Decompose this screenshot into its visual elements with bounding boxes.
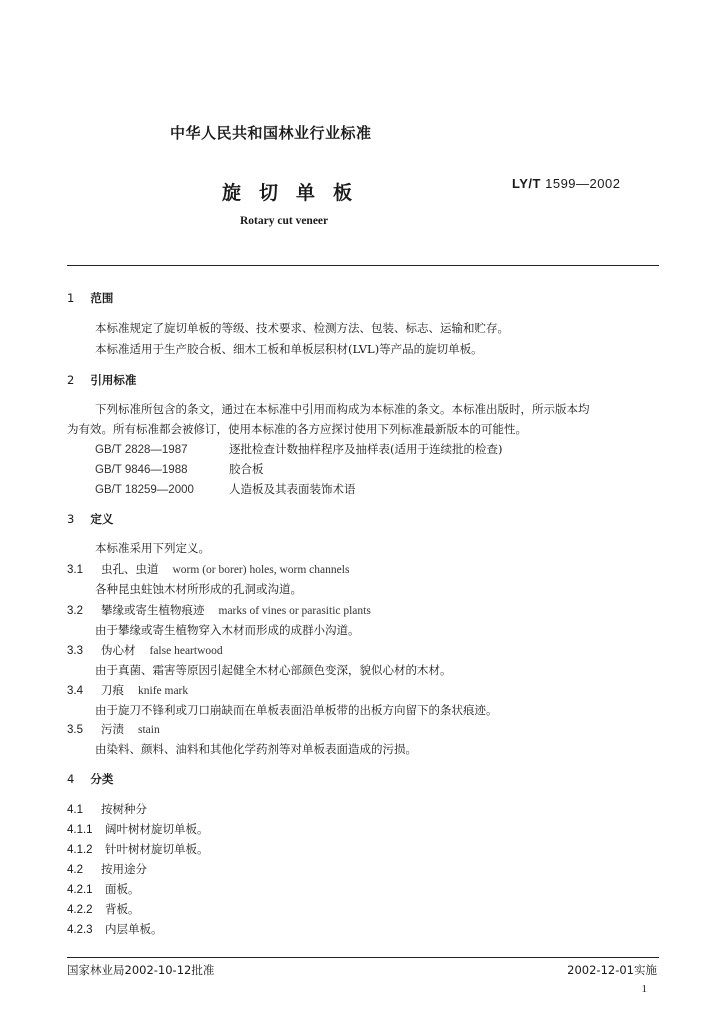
term-cn: 污渍 xyxy=(101,722,124,736)
standard-prefix: LY/T xyxy=(512,176,541,191)
clause-number: 4.1 xyxy=(67,804,83,816)
reference-title: 逐批检查计数抽样程序及抽样表(适用于连续批的检查) xyxy=(229,442,503,456)
section-title: 分类 xyxy=(90,772,114,786)
document-subtitle-english: Rotary cut veneer xyxy=(240,215,329,227)
page-number: 1 xyxy=(641,983,647,995)
paragraph: 本标准采用下列定义。 xyxy=(95,541,210,555)
definition-text: 由于攀缘或寄生植物穿入木材而形成的成群小沟道。 xyxy=(95,623,360,637)
clause-number: 3.1 xyxy=(67,564,83,576)
term-cn: 攀缘或寄生植物痕迹 xyxy=(101,603,205,617)
document-title: 旋切单板 xyxy=(222,182,371,204)
clause-number: 4.2.1 xyxy=(67,884,93,896)
section-heading xyxy=(67,512,113,526)
term-en: knife mark xyxy=(138,685,189,697)
clause-number: 3.5 xyxy=(67,724,83,736)
clause-number: 3.4 xyxy=(67,685,83,697)
term-en: stain xyxy=(138,724,160,736)
reference-title: 人造板及其表面装饰术语 xyxy=(229,482,356,496)
clause-text: 针叶树材旋切单板。 xyxy=(105,842,209,856)
standard-number: 1599 xyxy=(545,176,577,191)
standard-year: 2002 xyxy=(589,176,621,191)
classification-item xyxy=(67,842,209,857)
definition-text: 由于旋刀不锋利或刀口崩缺而在单板表面沿单板带的出板方向留下的条状痕迹。 xyxy=(95,703,498,717)
section-number: 3 xyxy=(67,512,75,526)
definition-text: 由染料、颜料、油料和其他化学药剂等对单板表面造成的污损。 xyxy=(95,742,417,756)
reference-item xyxy=(95,442,502,457)
reference-code: GB/T 18259—2000 xyxy=(95,484,194,496)
classification-item xyxy=(67,882,140,897)
effective-date: 2002-12-01实施 xyxy=(567,963,657,977)
definition-text: 各种昆虫蛀蚀木材所形成的孔洞或沟道。 xyxy=(95,582,302,596)
classification-item xyxy=(67,822,209,837)
term-cn: 虫孔、虫道 xyxy=(101,562,159,576)
section-heading xyxy=(67,291,113,305)
footer-divider xyxy=(67,957,659,958)
clause-text: 按用途分 xyxy=(101,862,147,876)
approval-date: 国家林业局2002-10-12批准 xyxy=(67,963,215,977)
term-cn: 刀痕 xyxy=(101,683,124,697)
clause-number: 3.2 xyxy=(67,605,83,617)
definition-term xyxy=(67,562,349,577)
term-en: false heartwood xyxy=(149,645,223,657)
section-number: 4 xyxy=(67,772,75,786)
definition-term xyxy=(67,603,371,618)
term-cn: 伪心材 xyxy=(101,643,136,657)
clause-number: 4.2 xyxy=(67,864,83,876)
term-en: worm (or borer) holes, worm channels xyxy=(172,564,350,576)
section-heading xyxy=(67,772,113,786)
reference-code: GB/T 2828—1987 xyxy=(95,444,188,456)
classification-item xyxy=(67,902,140,917)
reference-item xyxy=(95,482,356,497)
reference-item xyxy=(95,462,264,477)
section-number: 1 xyxy=(67,291,75,305)
definition-term xyxy=(67,643,223,658)
reference-code: GB/T 9846—1988 xyxy=(95,464,188,476)
clause-number: 3.3 xyxy=(67,645,83,657)
section-title: 范围 xyxy=(90,291,114,305)
paragraph: 本标准适用于生产胶合板、细木工板和单板层积材(LVL)等产品的旋切单板。 xyxy=(95,342,483,356)
clause-text: 阔叶树材旋切单板。 xyxy=(105,822,209,836)
section-title: 引用标准 xyxy=(90,373,137,387)
classification-item xyxy=(67,862,147,877)
clause-text: 背板。 xyxy=(105,902,140,916)
clause-number: 4.2.3 xyxy=(67,924,93,936)
term-en: marks of vines or parasitic plants xyxy=(218,605,371,617)
paragraph: 本标准规定了旋切单板的等级、技术要求、检测方法、包装、标志、运输和贮存。 xyxy=(95,321,509,335)
definition-text: 由于真菌、霜害等原因引起健全木材心部颜色变深，貌似心材的木材。 xyxy=(95,663,452,677)
definition-term xyxy=(67,683,188,698)
clause-text: 内层单板。 xyxy=(105,922,163,936)
clause-number: 4.1.1 xyxy=(67,824,93,836)
paragraph: 下列标准所包含的条文，通过在本标准中引用而构成为本标准的条文。本标准出版时，所示版本均 xyxy=(95,402,590,416)
section-title: 定义 xyxy=(90,512,114,526)
header-divider xyxy=(67,265,659,266)
classification-item xyxy=(67,922,163,937)
clause-text: 按树种分 xyxy=(101,802,147,816)
definition-term xyxy=(67,722,160,737)
clause-number: 4.2.2 xyxy=(67,904,93,916)
issuing-organization: 中华人民共和国林业行业标准 xyxy=(170,124,372,142)
section-heading xyxy=(67,373,136,387)
clause-text: 面板。 xyxy=(105,882,140,896)
paragraph: 为有效。所有标准都会被修订，使用本标准的各方应探讨使用下列标准最新版本的可能性。 xyxy=(67,422,527,436)
section-number: 2 xyxy=(67,373,75,387)
classification-item xyxy=(67,802,147,817)
standard-code: LY/T 1599—2002 xyxy=(512,176,621,191)
reference-title: 胶合板 xyxy=(229,462,264,476)
clause-number: 4.1.2 xyxy=(67,844,93,856)
